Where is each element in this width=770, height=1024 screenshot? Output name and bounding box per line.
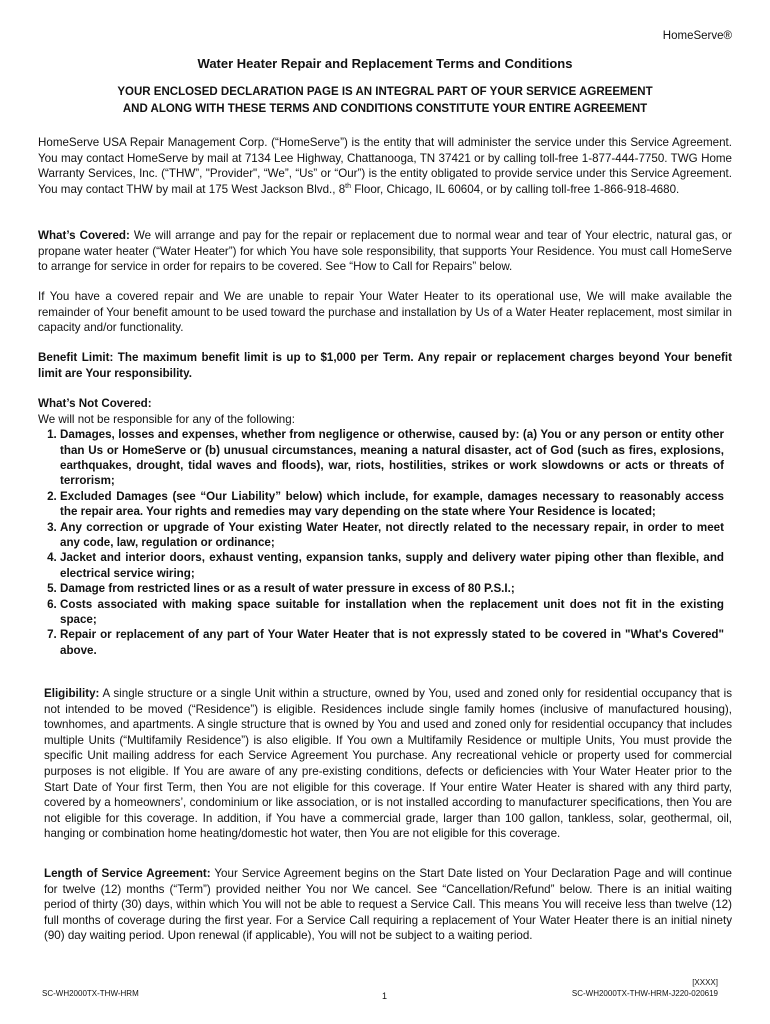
- intro-text-b: Floor, Chicago, IL 60604, or by calling toll-free 1-866-918-4680.: [351, 182, 680, 196]
- exclusion-item: 2. Excluded Damages (see “Our Liability” below) which include, for example, damages necessary to reasonably access the repair area. Your rights and remedies may vary depending on the state where Your Residence is located;: [60, 489, 732, 520]
- document-subtitle: [38, 84, 732, 118]
- intro-paragraph: [38, 135, 732, 197]
- length-of-agreement-paragraph: [44, 866, 732, 944]
- whats-covered-heading: What’s Covered:: [38, 229, 130, 242]
- brand-name: HomeServe®: [662, 30, 732, 42]
- document-title: Water Heater Repair and Replacement Terms and Conditions: [197, 56, 573, 71]
- whats-covered-paragraph: [38, 228, 732, 275]
- whats-not-covered-heading: What’s Not Covered:: [38, 397, 152, 410]
- length-of-agreement-heading: Length of Service Agreement:: [44, 867, 211, 880]
- whats-not-covered-section: [38, 396, 732, 658]
- exclusion-item: 1. Damages, losses and expenses, whether from negligence or otherwise, caused by: (a) You or any person or entity other than Us or HomeServe or (b) unusual circumstances, meaning a natural disaster, act of God (such as fires, explosions, earthquakes, drought, tidal waves and floods), war, riots, hostilities, strikes or work slowdowns or acts or threats of terrorism;: [60, 427, 732, 489]
- eligibility-paragraph: [44, 686, 732, 842]
- exclusions-list: [38, 427, 732, 658]
- unable-to-repair-paragraph: If You have a covered repair and We are unable to repair Your Water Heater to its operational use, We will make available the remainder of Your benefit amount to be used toward the purchase and installation by Us of a Water Heater replacement, most similar in capacity and/or functionality.: [38, 290, 732, 335]
- intro-superscript: th: [345, 182, 351, 190]
- exclusion-item: 4. Jacket and interior doors, exhaust venting, expansion tanks, supply and delivery water piping other than flexible, and electrical service wiring;: [60, 550, 732, 581]
- benefit-limit-paragraph: Benefit Limit: The maximum benefit limit is up to $1,000 per Term. Any repair or replacement charges beyond Your benefit limit are Your responsibility.: [38, 351, 732, 380]
- exclusion-item: 5. Damage from restricted lines or as a result of water pressure in excess of 80 P.S.I.;: [60, 581, 732, 596]
- whats-not-covered-intro: We will not be responsible for any of the following:: [38, 412, 295, 426]
- footer-bracket-code: [XXXX]: [692, 978, 718, 987]
- subtitle-line-2: AND ALONG WITH THESE TERMS AND CONDITIONS CONSTITUTE YOUR ENTIRE AGREEMENT: [122, 103, 648, 115]
- length-of-agreement-text: Your Service Agreement begins on the Start Date listed on Your Declaration Page and will continue for twelve (12) months (“Term”) provided neither You nor We cancel. See “Cancellation/Refund” below. There is an initial waiting period of thirty (30) days, within which You will not be able to request a Service Call. This means You will receive less than twelve (12) full months of coverage during the first year. For a Service Call requiring a replacement of Your Water Heater there is an initial ninety (90) day waiting period. Upon renewal (if applicable), You will not be subject to a waiting period.: [44, 867, 732, 943]
- whats-covered-text: We will arrange and pay for the repair or replacement due to normal wear and tear of Your electric, natural gas, or propane water heater (“Water Heater”) for which You have sole responsibility, that supports Your Residence. You must call HomeServe to arrange for service in order for repairs to be covered. See “How to Call for Repairs” below.: [38, 229, 733, 274]
- exclusion-item: 6. Costs associated with making space suitable for installation when the replacement unit does not fit in the existing space;: [60, 597, 732, 628]
- eligibility-text: A single structure or a single Unit within a structure, owned by You, used and zoned only for residential occupancy that is not intended to be moved (“Residence”) is eligible. Residences include single family homes (inclusive of manufactured housing), townhomes, and apartments. A single structure that is owned by You and used and zoned only for residential occupancy that includes multiple Units (“Multifamily Residence”) is also eligible. If You own a Multifamily Residence or multiple Units, You must provide the specific Unit mailing address for each Service Agreement You purchase. Any recreational vehicle or property used for commercial purposes is not eligible. If You are aware of any pre-existing conditions, defects or deficiencies with Your Water Heater prior to the Start Date of Your first Term, then You are not eligible for this coverage. If Your entire Water Heater is shared with any third party, covered by a homeowners’, condominium or like association, or is not installed according to manufacturer specifications, then You are not eligible for this coverage. In addition, if You have a commercial grade, larger than 100 gallon, tankless, solar, geothermal, oil, hanging or combination home heating/domestic hot water, then You are not eligible for this coverage.: [44, 687, 732, 841]
- footer-revision-code: SC-WH2000TX-THW-HRM-J220-020619: [571, 989, 718, 998]
- subtitle-line-1: YOUR ENCLOSED DECLARATION PAGE IS AN INTEGRAL PART OF YOUR SERVICE AGREEMENT: [117, 86, 653, 98]
- intro-text-a: HomeServe USA Repair Management Corp. (“HomeServe”) is the entity that will administer the service under this Service Agreement. You may contact HomeServe by mail at 7134 Lee Highway, Chattanooga, TN 37421 or by calling toll-free 1-877-444-7750. TWG Home Warranty Services, Inc. (“THW”, "Provider", “We”, “Us” or “Our”) is the entity obligated to provide service under this Service Agreement. You may contact THW by mail at 175 West Jackson Blvd., 8: [38, 136, 732, 196]
- eligibility-heading: Eligibility:: [44, 687, 100, 700]
- exclusion-item: 7. Repair or replacement of any part of Your Water Heater that is not expressly stated to be covered in "What's Covered" above.: [60, 627, 732, 658]
- footer-form-code: SC-WH2000TX-THW-HRM: [42, 989, 139, 998]
- page-number: 1: [382, 991, 388, 1001]
- exclusion-item: 3. Any correction or upgrade of Your existing Water Heater, not directly related to the necessary repair, in order to meet any code, law, regulation or ordinance;: [60, 520, 732, 551]
